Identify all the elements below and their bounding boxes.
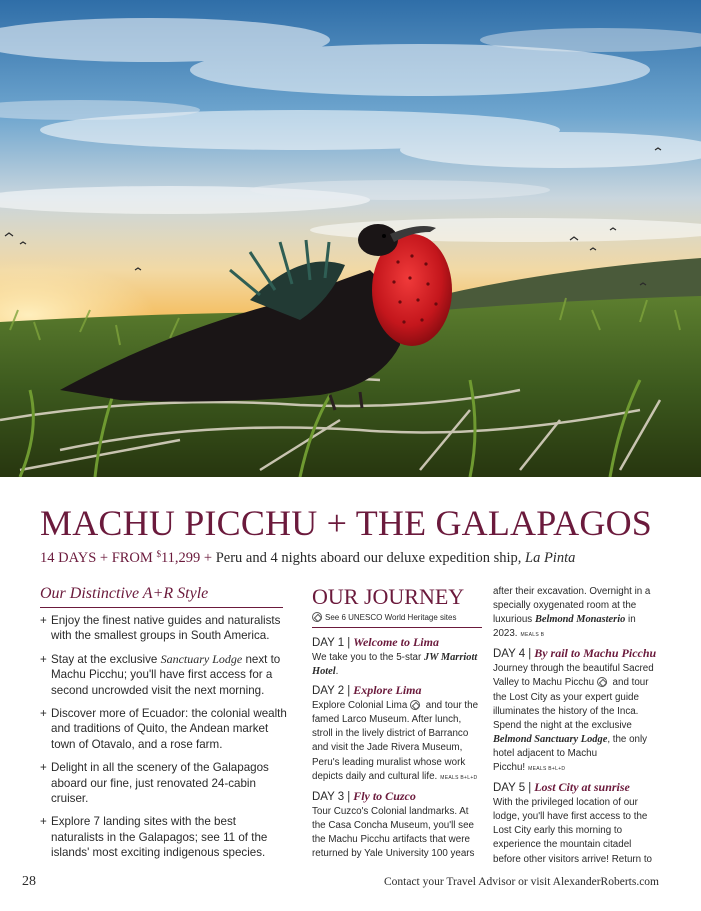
list-item-text: Stay at the exclusive — [51, 652, 161, 666]
day-separator: | — [528, 782, 532, 795]
day-description: With the privileged location of our lodge, you'll have first access to the Lost City early this morning to experience the mountain citadel before other visitors arrive! Return to — [493, 797, 652, 865]
day-title: By rail to Machu Picchu — [534, 646, 657, 661]
day-text: after their excavation. Overnight in a specially oxygenated room at the luxurious — [493, 586, 651, 626]
trip-subtitle — [40, 545, 680, 567]
style-list — [40, 613, 290, 869]
day-title: Fly to Cuzco — [353, 788, 416, 803]
list-item-text: Discover more of Ecuador: the colonial wealth and traditions of Quito, the Andean market town of Otavalo, and a rose farm. — [51, 707, 287, 751]
day-heading — [493, 645, 658, 662]
list-item-text: Delight in all the scenery of the Galapagos aboard our fine, just renovated 24-cabin cruiser. — [51, 761, 269, 806]
day-heading — [312, 788, 484, 805]
contact-line: Contact your Travel Advisor or visit AlexanderRoberts.com — [383, 876, 659, 888]
day-description — [493, 662, 658, 776]
unesco-icon — [410, 700, 420, 710]
day-label: DAY 1 — [312, 637, 345, 649]
day-label: DAY 5 — [493, 782, 526, 795]
day-title: Lost City at sunrise — [534, 780, 630, 795]
day-heading — [493, 779, 658, 796]
unesco-note-text: See 6 UNESCO World Heritage sites — [325, 613, 457, 622]
day-text: , the only hotel adjacent to Machu Picchu! — [493, 733, 648, 774]
day-heading — [312, 682, 484, 699]
list-item-text: Explore 7 landing sites with the best naturalists in the Galapagos; see 11 of the islands' most exciting indigenous species. — [51, 815, 268, 860]
day-description: Tour Cuzco's Colonial landmarks. At the Casa Concha Museum, you'll see the Machu Picchu artifacts that were returned by Yale University 100 years — [312, 805, 475, 860]
meals-note: MEALS B+L+D — [528, 766, 566, 773]
style-heading: Our Distinctive A+R Style — [40, 584, 283, 608]
meals-note: MEALS B — [520, 632, 545, 639]
day-text: in 2023. — [493, 614, 636, 640]
list-item — [40, 613, 290, 644]
day-label: DAY 2 — [312, 685, 345, 698]
list-item-text: next to Machu Picchu; you'll have first access for a second uncrowded visit the next morning. — [51, 652, 281, 697]
bullet-plus: + — [40, 815, 47, 829]
day-text: and tour the famed Larco Museum. After lunch, stroll in the lively district of Barranco and visit the Jade Rivera Museum, Peru's leading muralist whose work depicts daily and cultural life. — [312, 700, 479, 782]
itinerary-column-1 — [312, 633, 484, 864]
day-separator: | — [347, 790, 351, 803]
unesco-icon — [597, 677, 607, 687]
day-description-continued — [493, 585, 658, 642]
list-item — [40, 760, 290, 806]
bullet-plus: + — [40, 614, 47, 627]
page-title: MACHU PICCHU + THE GALAPAGOS — [40, 503, 652, 543]
day-description — [312, 651, 484, 679]
trip-days: 14 DAYS + FROM — [40, 550, 157, 566]
day-label: DAY 4 — [493, 648, 526, 661]
bullet-plus: + — [40, 652, 47, 666]
bullet-plus: + — [40, 707, 47, 721]
day-text: Explore Colonial Lima — [312, 700, 411, 712]
day-text: . — [335, 666, 339, 678]
subtitle-separator: + — [200, 550, 216, 566]
day-title: Welcome to Lima — [353, 635, 439, 649]
list-item — [40, 706, 290, 752]
day-text: We take you to the 5-star — [312, 652, 424, 663]
journey-heading: OUR JOURNEY — [312, 584, 465, 609]
day-text: and tour the Lost City as your expert guide illuminates the history of the Inca. Spend the night at the exclusive — [493, 677, 649, 731]
day-description — [312, 699, 484, 785]
lodge-name: Sanctuary Lodge — [160, 651, 243, 666]
list-item-text: Enjoy the finest native guides and naturalists with the smallest groups in South America. — [51, 614, 281, 643]
day-heading — [312, 634, 484, 651]
hotel-name: Belmond Monasterio — [534, 614, 626, 626]
day-title: Explore Lima — [353, 683, 422, 698]
ship-name: La Pinta — [525, 550, 576, 566]
day-separator: | — [528, 648, 532, 661]
trip-price: 11,299 — [160, 550, 201, 566]
trip-description: Peru and 4 nights aboard our deluxe expedition ship, — [215, 550, 525, 566]
list-item — [40, 814, 290, 860]
unesco-icon — [312, 612, 322, 622]
price-currency: $ — [156, 549, 161, 559]
day-separator: | — [347, 685, 351, 698]
itinerary-column-2 — [493, 585, 658, 870]
meals-note: MEALS B+L+D — [440, 774, 478, 781]
day-text: Journey through the beautiful Sacred Valley to Machu Picchu — [493, 663, 654, 689]
page-number: 28 — [22, 874, 36, 889]
day-separator: | — [347, 637, 351, 649]
hotel-name: Belmond Sanctuary Lodge — [493, 733, 608, 745]
unesco-note — [312, 612, 482, 628]
day-label: DAY 3 — [312, 790, 345, 803]
hotel-name: JW Marriott Hotel — [312, 652, 478, 678]
list-item — [40, 652, 290, 698]
bullet-plus: + — [40, 761, 47, 775]
